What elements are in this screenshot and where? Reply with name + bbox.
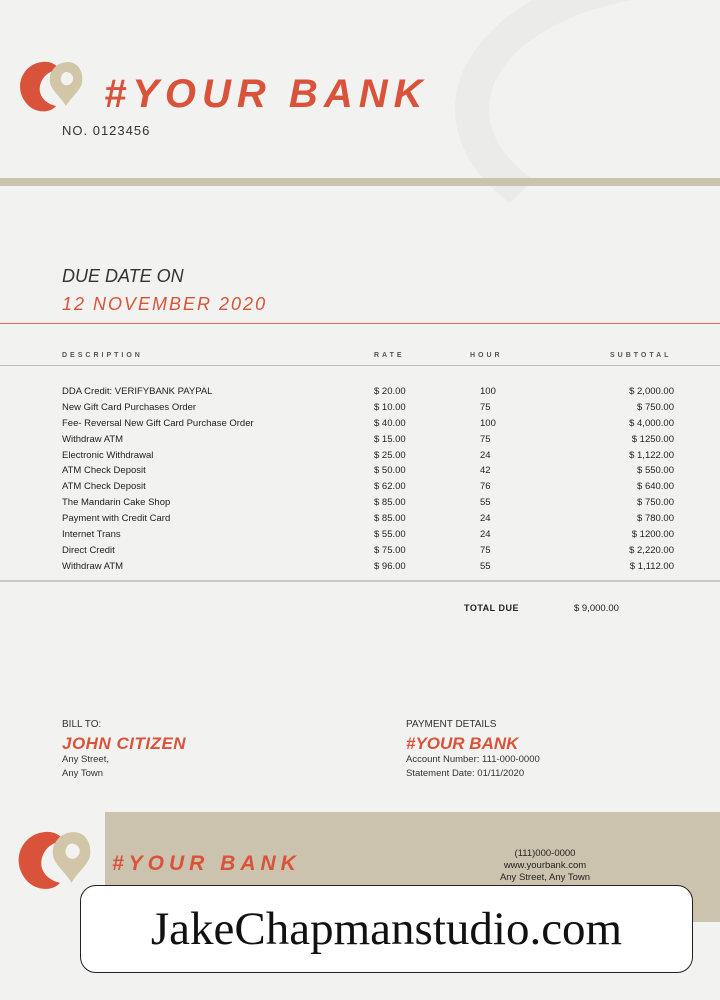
table-header-divider <box>0 365 720 366</box>
row-hour: 76 <box>480 481 491 493</box>
table-row <box>62 545 720 561</box>
row-description: DDA Credit: VERIFYBANK PAYPAL <box>62 386 213 397</box>
row-rate: $ 10.00 <box>374 401 406 413</box>
table-row <box>62 513 720 529</box>
row-rate: $ 25.00 <box>374 449 406 461</box>
row-hour: 42 <box>480 465 491 477</box>
row-subtotal: $ 780.00 <box>637 513 674 525</box>
row-rate: $ 85.00 <box>374 513 406 525</box>
table-row <box>62 481 720 497</box>
row-description: New Gift Card Purchases Order <box>62 401 197 413</box>
table-row <box>62 529 720 545</box>
table-row <box>62 465 720 481</box>
table-row <box>62 561 720 577</box>
table-row <box>62 386 720 402</box>
table-row <box>62 434 720 450</box>
row-description: ATM Check Deposit <box>62 465 146 477</box>
footer-address: Any Street, Any Town <box>499 872 591 883</box>
row-subtotal: $ 1,122.00 <box>629 449 674 461</box>
row-subtotal: $ 750.00 <box>637 497 674 509</box>
row-hour: 24 <box>480 449 491 461</box>
row-description: Direct Credit <box>62 544 115 556</box>
table-row <box>62 497 720 513</box>
footer-bank-name: #YOUR BANK <box>112 852 301 875</box>
row-hour: 55 <box>480 560 491 572</box>
row-rate: $ 62.00 <box>374 481 406 493</box>
row-subtotal: $ 1250.00 <box>631 433 674 445</box>
footer-contact <box>480 848 610 884</box>
row-rate: $ 55.00 <box>374 529 406 541</box>
row-description: ATM Check Deposit <box>62 481 146 493</box>
table-row <box>62 402 720 418</box>
row-description: Withdraw ATM <box>62 433 124 445</box>
row-description: Electronic Withdrawal <box>62 449 154 461</box>
account-number: NO. 0123456 <box>62 123 151 138</box>
total-due-label: TOTAL DUE <box>464 603 520 613</box>
payment-details-heading: PAYMENT DETAILS <box>406 719 497 730</box>
row-subtotal: $ 4,000.00 <box>629 417 674 429</box>
row-rate: $ 75.00 <box>374 544 406 556</box>
bill-to-address-line: Any Town <box>62 768 104 779</box>
row-hour: 100 <box>480 386 496 397</box>
column-header-hour: HOUR <box>470 352 503 359</box>
row-hour: 75 <box>480 401 491 413</box>
column-header-rate: RATE <box>374 352 405 359</box>
row-description: Internet Trans <box>62 529 121 541</box>
bill-to-name: JOHN CITIZEN <box>62 734 187 753</box>
row-rate: $ 40.00 <box>374 417 406 429</box>
row-hour: 24 <box>480 513 491 525</box>
footer-phone: (111)000-0000 <box>514 848 576 859</box>
header-divider <box>0 178 720 186</box>
payment-bank-name: #YOUR BANK <box>406 734 519 753</box>
column-header-description: DESCRIPTION <box>62 352 143 359</box>
bill-to-address-line: Any Street, <box>62 754 109 765</box>
row-rate: $ 96.00 <box>374 560 406 572</box>
row-subtotal: $ 750.00 <box>637 401 674 413</box>
due-date-label: DUE DATE ON <box>62 266 184 286</box>
row-hour: 75 <box>480 544 491 556</box>
row-description: Withdraw ATM <box>62 560 124 572</box>
row-rate: $ 85.00 <box>374 497 406 509</box>
bank-logo-icon <box>16 58 96 118</box>
row-rate: $ 50.00 <box>374 465 406 477</box>
row-subtotal: $ 1200.00 <box>631 529 674 541</box>
row-subtotal: $ 2,000.00 <box>629 386 674 397</box>
row-rate: $ 20.00 <box>374 386 406 397</box>
row-description: The Mandarin Cake Shop <box>62 497 171 509</box>
table-row <box>62 450 720 466</box>
due-date: 12 NOVEMBER 2020 <box>62 294 268 314</box>
row-subtotal: $ 550.00 <box>637 465 674 477</box>
row-description: Fee- Reversal New Gift Card Purchase Order <box>62 417 254 429</box>
row-hour: 24 <box>480 529 491 541</box>
row-rate: $ 15.00 <box>374 433 406 445</box>
row-hour: 100 <box>480 417 496 429</box>
row-hour: 55 <box>480 497 491 509</box>
transaction-table <box>62 386 720 577</box>
payment-statement-date: Statement Date: 01/11/2020 <box>406 768 525 779</box>
row-subtotal: $ 640.00 <box>637 481 674 493</box>
background-decoration <box>455 0 720 258</box>
total-due-value: $ 9,000.00 <box>574 603 619 614</box>
row-hour: 75 <box>480 433 491 445</box>
table-row <box>62 418 720 434</box>
column-header-subtotal: SUBTOTAL <box>610 352 672 359</box>
payment-account-number: Account Number: 111-000-0000 <box>406 754 540 765</box>
row-description: Payment with Credit Card <box>62 513 171 525</box>
table-footer-divider <box>0 580 720 582</box>
row-subtotal: $ 1,112.00 <box>629 560 674 572</box>
watermark-banner: JakeChapmanstudio.com <box>80 885 693 973</box>
due-divider <box>0 323 720 324</box>
bank-name: #YOUR BANK <box>104 72 429 116</box>
bill-to-heading: BILL TO: <box>62 719 102 730</box>
footer-website[interactable]: www.yourbank.com <box>503 860 587 871</box>
row-subtotal: $ 2,220.00 <box>629 544 674 556</box>
